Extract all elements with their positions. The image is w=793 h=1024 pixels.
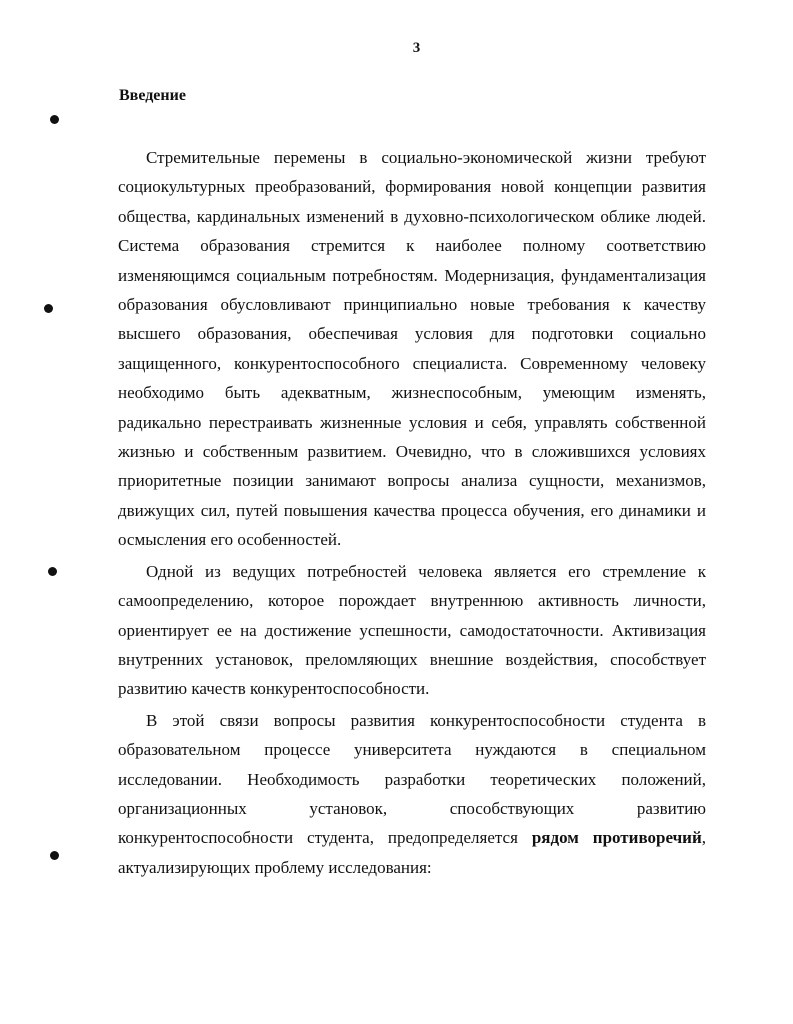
section-heading: Введение xyxy=(119,87,186,104)
paragraph-3-text: В этой связи вопросы развития конкурентоспособности студента в образовательном процессе университета нуждаются в специальном исследовании. Необходимость разработки теоретических положений, организационных установок, способствующих развитию конкурентоспособности студента, предопределяется xyxy=(118,710,706,848)
paragraph-3 xyxy=(118,706,706,882)
paragraph-1 xyxy=(118,143,706,555)
page-number: 3 xyxy=(412,40,421,56)
punch-hole-mark-4 xyxy=(50,851,59,860)
body-text xyxy=(118,143,706,882)
punch-hole-mark-2 xyxy=(44,304,53,313)
paragraph-1-text: Стремительные перемены в социально-экономической жизни требуют социокультурных преобразований, формирования новой концепции развития общества, кардинальных изменений в духовно-психологическом облике людей. Система образования стремится к наиболее полному соответствию изменяющимся социальным потребностям. Модернизация, фундаментализация образования обусловливают принципиально новые требования к качеству высшего образования, обеспечивая условия для подготовки социально защищенного, конкурентоспособного специалиста. Современному человеку необходимо быть адекватным, жизнеспособным, умеющим изменять, радикально перестраивать жизненные условия и себя, управлять собственной жизнью и собственным развитием. Очевидно, что в сложившихся условиях приоритетные позиции занимают вопросы анализа сущности, механизмов, движущих сил, путей повышения качества процесса обучения, его динамики и осмысления его особенностей. xyxy=(118,148,706,550)
punch-hole-mark-3 xyxy=(48,567,57,576)
paragraph-2 xyxy=(118,557,706,704)
punch-hole-mark-1 xyxy=(50,115,59,124)
paragraph-3-emphasis: рядом противоречий xyxy=(531,828,702,848)
paragraph-2-text: Одной из ведущих потребностей человека является его стремление к самоопределению, которое порождает внутреннюю активность личности, ориентирует ее на достижение успешности, самодостаточности. Активизация внутренних установок, преломляющих внешние воздействия, способствует развитию качеств конкурентоспособности. xyxy=(118,561,706,699)
paragraph-3-tail: , актуализирующих проблему исследования: xyxy=(118,828,707,877)
